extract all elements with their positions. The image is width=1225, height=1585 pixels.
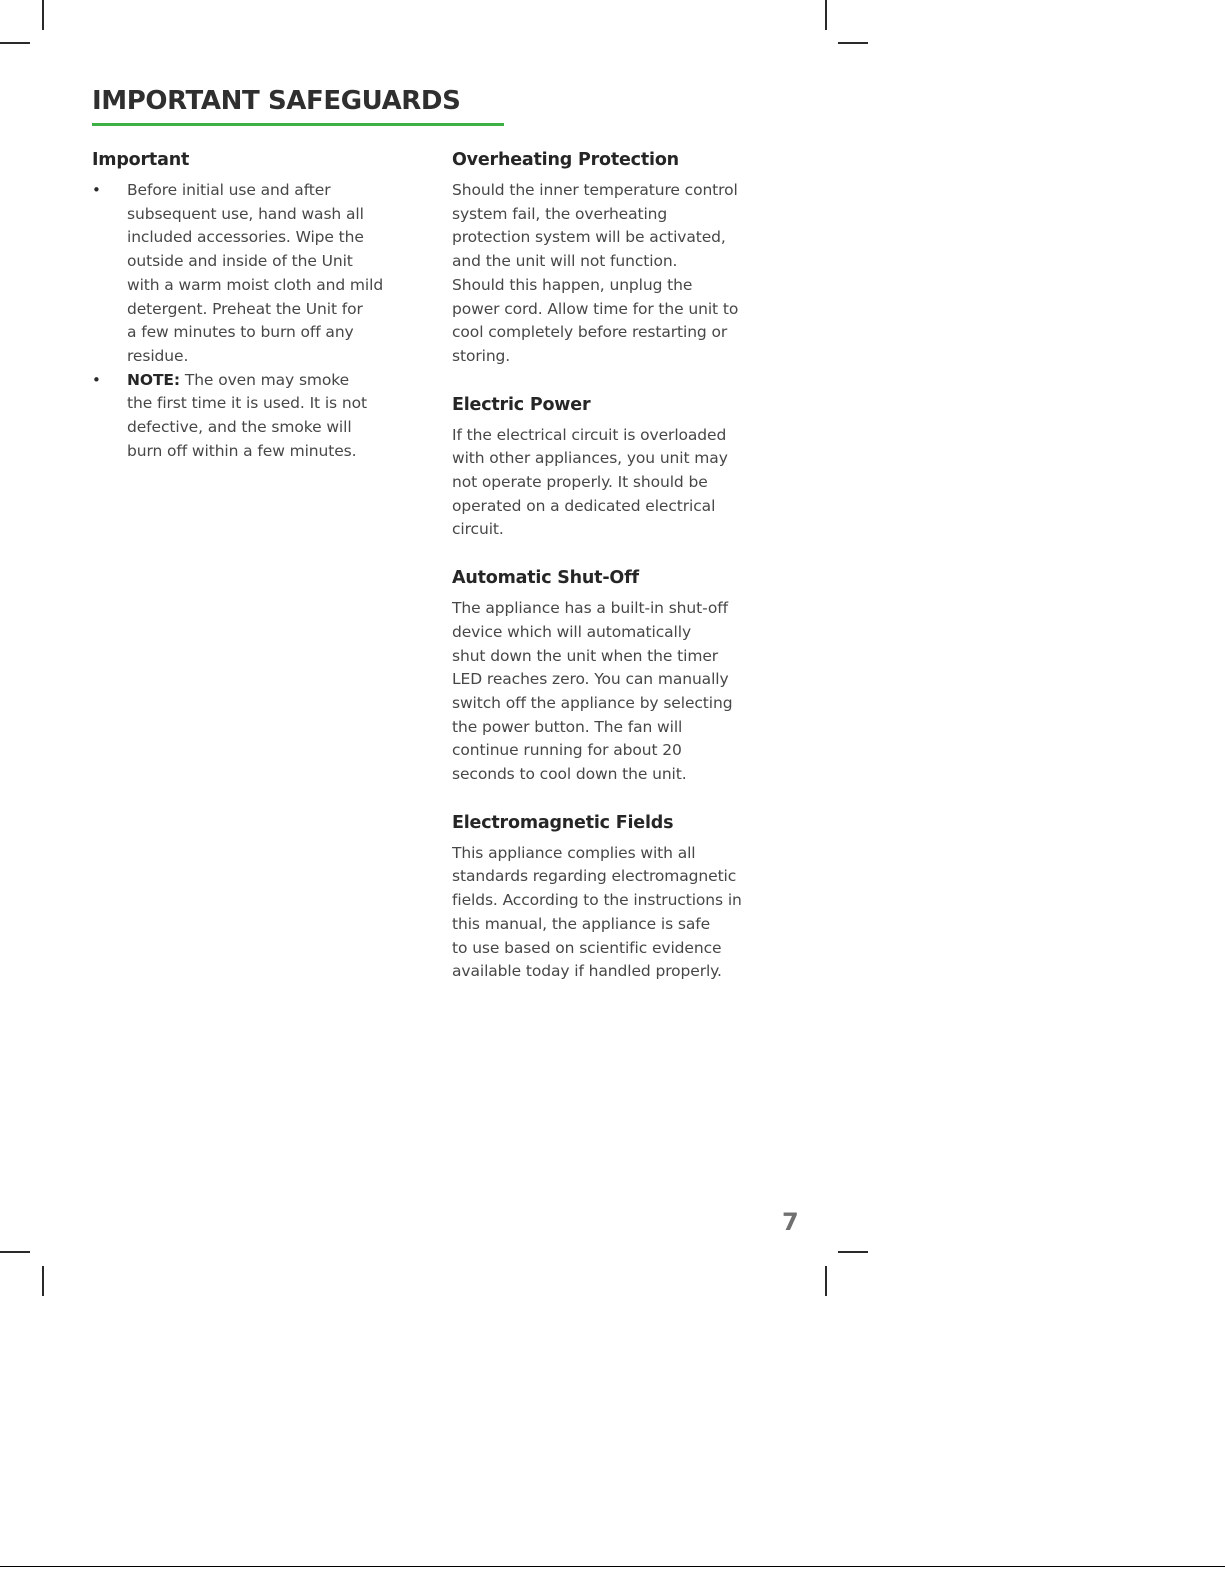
title-underline — [92, 123, 504, 126]
section-heading-important: Important — [92, 150, 190, 170]
text-line: protection system will be activated, — [452, 228, 726, 247]
section-heading: Electromagnetic Fields — [452, 812, 674, 833]
important-bullet-list — [92, 179, 422, 463]
text-line: fields. According to the instructions in — [452, 891, 742, 910]
text-line — [127, 369, 422, 393]
bullet-item — [92, 369, 422, 464]
text-line: circuit. — [452, 520, 504, 539]
section-electric-power — [452, 393, 792, 543]
section-heading: Automatic Shut-Off — [452, 568, 639, 589]
section-paragraph — [452, 179, 792, 369]
text-line: If the electrical circuit is overloaded — [452, 425, 727, 444]
text-line: available today if handled properly. — [452, 962, 722, 981]
text-line: This appliance complies with all — [452, 843, 696, 862]
section-paragraph — [452, 597, 792, 787]
text-line: defective, and the smoke will — [127, 418, 352, 437]
text-line: outside and inside of the Unit — [127, 252, 353, 271]
bullet-dot-icon: • — [92, 370, 101, 389]
crop-mark-top-left-vertical — [42, 0, 44, 30]
text-line: this manual, the appliance is safe — [452, 914, 711, 933]
text-line: shut down the unit when the timer — [452, 646, 719, 665]
text-line: a few minutes to burn off any — [127, 323, 354, 342]
bullet-dot-icon: • — [92, 181, 101, 199]
text-line: subsequent use, hand wash all — [127, 204, 364, 223]
page-title: IMPORTANT SAFEGUARDS — [92, 86, 461, 116]
text-line: device which will automatically — [452, 622, 692, 641]
section-paragraph — [452, 842, 792, 984]
crop-mark-bottom-left-vertical — [42, 1266, 44, 1296]
text-line: Before initial use and after — [127, 181, 331, 199]
text-line: to use based on scientific evidence — [452, 938, 722, 957]
crop-mark-top-right-horizontal — [838, 42, 868, 44]
text-line: and the unit will not function. — [452, 252, 678, 271]
section-paragraph — [452, 424, 792, 543]
text-line: Should the inner temperature control — [452, 181, 738, 199]
text-line: the first time it is used. It is not — [127, 394, 367, 413]
text-line: The appliance has a built-in shut-off — [452, 599, 728, 618]
note-label: NOTE: — [127, 370, 181, 389]
text-line: the power button. The fan will — [452, 717, 683, 736]
section-automatic-shut-off — [452, 566, 792, 787]
text-line: storing. — [452, 346, 511, 365]
text-line: operated on a dedicated electrical — [452, 496, 716, 515]
text-line: cool completely before restarting or — [452, 323, 728, 342]
text-line: included accessories. Wipe the — [127, 228, 364, 247]
text-line: burn off within a few minutes. — [127, 441, 357, 460]
crop-mark-bottom-right-horizontal — [838, 1251, 868, 1253]
section-heading: Overheating Protection — [452, 150, 679, 170]
section-heading: Electric Power — [452, 394, 591, 415]
section-electromagnetic-fields — [452, 811, 792, 984]
text-line: seconds to cool down the unit. — [452, 765, 687, 784]
text-line: with other appliances, you unit may — [452, 449, 728, 468]
section-overheating-protection — [452, 148, 792, 369]
text-line: LED reaches zero. You can manually — [452, 670, 729, 689]
right-column — [452, 148, 792, 1008]
text-line: residue. — [127, 346, 189, 365]
crop-mark-bottom-left-horizontal — [0, 1251, 30, 1253]
text-line: not operate properly. It should be — [452, 473, 708, 492]
text-line: power cord. Allow time for the unit to — [452, 299, 739, 318]
text-line: switch off the appliance by selecting — [452, 693, 733, 712]
text-line: standards regarding electromagnetic — [452, 867, 737, 886]
text-line: Should this happen, unplug the — [452, 275, 693, 294]
text-line: with a warm moist cloth and mild — [127, 275, 384, 294]
page-bottom-edge — [0, 1566, 1225, 1567]
bullet-item — [92, 179, 422, 369]
text-line: detergent. Preheat the Unit for — [127, 299, 363, 318]
note-first-line: The oven may smoke — [184, 370, 350, 389]
crop-mark-bottom-right-vertical — [825, 1266, 827, 1296]
crop-mark-top-right-vertical — [825, 0, 827, 30]
text-line: system fail, the overheating — [452, 204, 668, 223]
text-line: continue running for about 20 — [452, 741, 682, 760]
page-number: 7 — [782, 1208, 799, 1236]
left-column — [92, 148, 422, 463]
crop-mark-top-left-horizontal — [0, 42, 30, 44]
